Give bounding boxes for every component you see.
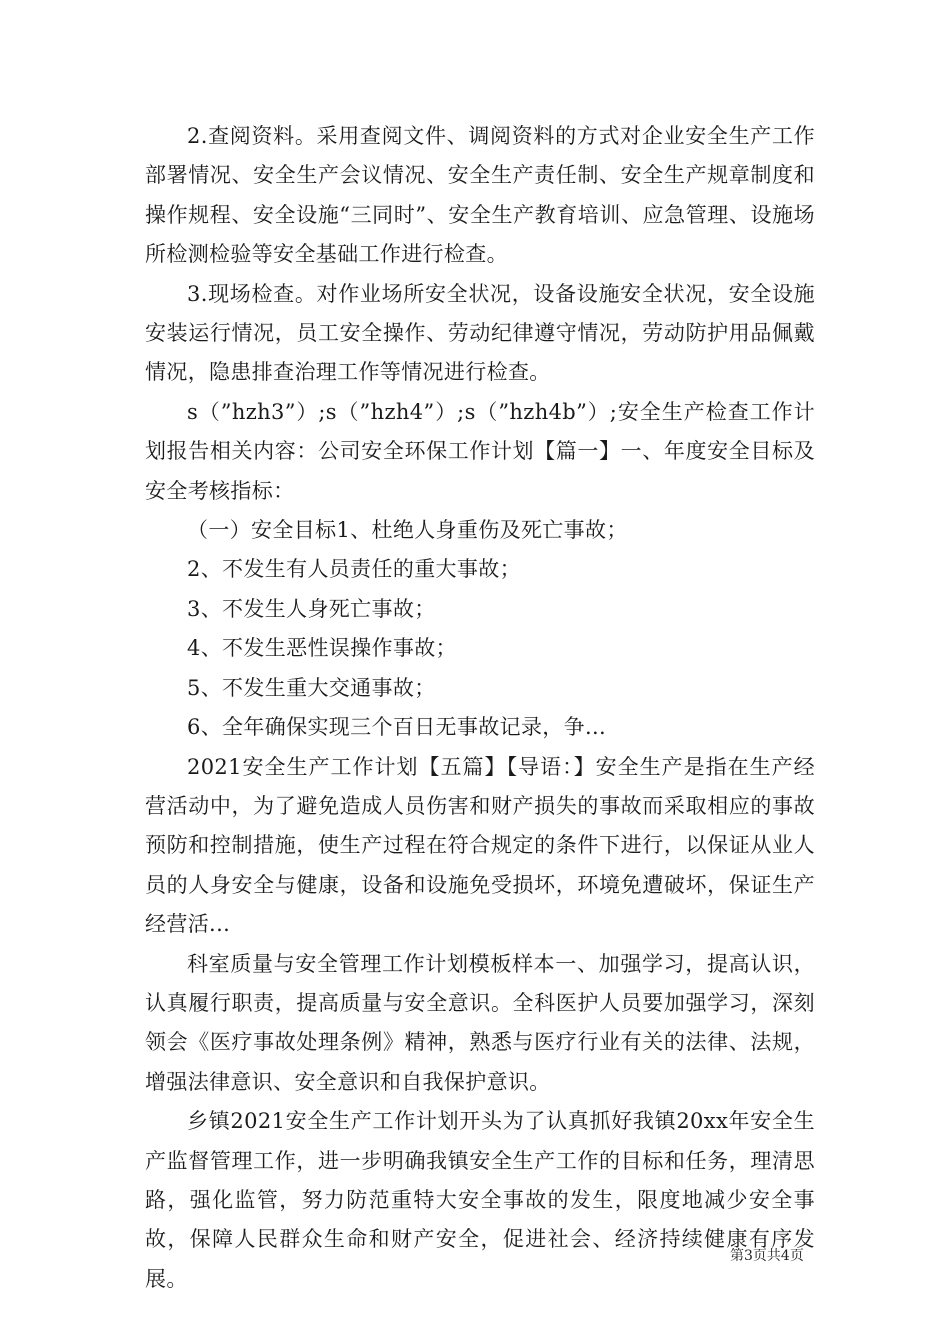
paragraph-site-inspection: 3.现场检查。对作业场所安全状况，设备设施安全状况，安全设施安装运行情况，员工安全操作、劳动纪律遵守情况，劳动防护用品佩戴情况，隐患排查治理工作等情况进行检查。 xyxy=(145,281,815,385)
list-item-goal-6: 6、全年确保实现三个百日无事故记录，争... xyxy=(187,715,607,740)
list-item-goal-5: 5、不发生重大交通事故； xyxy=(187,675,436,700)
list-item-goal-3: 3、不发生人身死亡事故； xyxy=(187,596,436,621)
list-item-goal-4: 4、不发生恶性误操作事故； xyxy=(187,636,457,661)
paragraph-review-documents: 2.查阅资料。采用查阅文件、调阅资料的方式对企业安全生产工作部署情况、安全生产会议情况、安全生产责任制、安全生产规章制度和操作规程、安全设施“三同时”、安全生产教育培训、应急管理、设施场所检测检验等安全基础工作进行检查。 xyxy=(145,124,815,267)
list-item-goal-1: （一）安全目标1、杜绝人身重伤及死亡事故； xyxy=(187,518,628,543)
paragraph-2021-plan-intro: 2021安全生产工作计划【五篇】【导语：】安全生产是指在生产经营活动中，为了避免造成人员伤害和财产损失的事故而采取相应的事故预防和控制措施，使生产过程在符合规定的条件下进行，以保证从业人员的人身安全与健康，设备和设施免受损坏，环境免遭破坏，保证生产经营活... xyxy=(145,754,815,937)
paragraph-related-content: s（”hzh3”）;s（”hzh4”）;s（”hzh4b”）;安全生产检查工作计划报告相关内容：公司安全环保工作计划【篇一】一、年度安全目标及安全考核指标： xyxy=(145,399,815,503)
paragraph-department-plan: 科室质量与安全管理工作计划模板样本一、加强学习，提高认识，认真履行职责，提高质量与安全意识。全科医护人员要加强学习，深刻领会《医疗事故处理条例》精神，熟悉与医疗行业有关的法律、法规，增强法律意识、安全意识和自我保护意识。 xyxy=(145,951,815,1094)
page-number: 第3页共4页 xyxy=(730,1248,804,1264)
document-body xyxy=(145,117,815,1299)
paragraph-township-plan: 乡镇2021安全生产工作计划开头为了认真抓好我镇20xx年安全生产监督管理工作，进一步明确我镇安全生产工作的目标和任务，理清思路，强化监管，努力防范重特大安全事故的发生，限度地减少安全事故，保障人民群众生命和财产安全，促进社会、经济持续健康有序发展。 xyxy=(145,1109,815,1291)
list-item-goal-2: 2、不发生有人员责任的重大事故； xyxy=(187,557,521,582)
